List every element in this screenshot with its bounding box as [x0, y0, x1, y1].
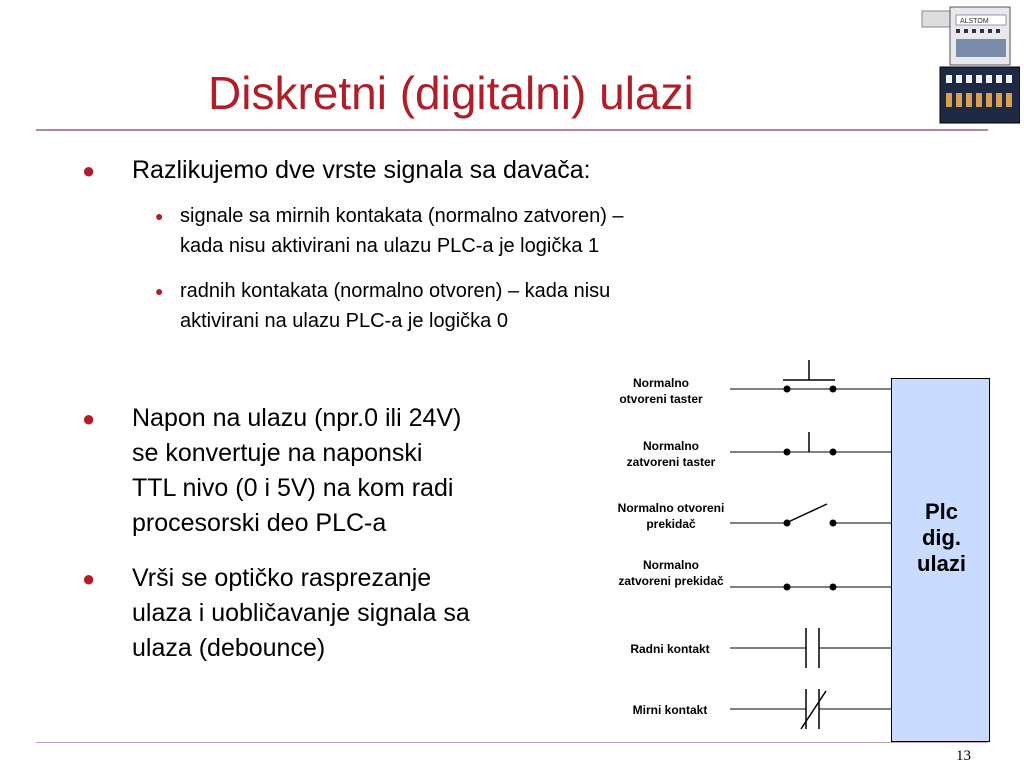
label-no-switch: Normalno otvoreni prekidač — [617, 501, 725, 531]
bullet-dot-icon: ● — [82, 566, 96, 591]
label-no-push-button: Normalno otvoreni taster — [619, 376, 703, 406]
bullet-2-line3: TTL nivo (0 i 5V) na kom radi — [132, 474, 454, 502]
bullet-3-line3: ulaza (debounce) — [132, 634, 326, 662]
slide-title: Diskretni (digitalni) ulazi — [208, 67, 694, 119]
bullet-dot-icon: ● — [82, 158, 96, 183]
bullet-3-line2: ulaza i uobličavanje signala sa — [132, 599, 470, 627]
label-mirni-kontakt: Mirni kontakt — [632, 703, 708, 717]
footer-divider — [36, 742, 988, 743]
bullet-3-line1: Vrši se optičko rasprezanje — [132, 564, 432, 592]
bullet-1-text: Razlikujemo dve vrste signala sa davača: — [132, 156, 591, 184]
sub-bullet-2-line2: aktivirani na ulazu PLC-a je logička 0 — [180, 310, 508, 332]
plc-input-block — [891, 378, 990, 742]
sub-bullet-2-line1: radnih kontakata (normalno otvoren) – kada nisu — [180, 280, 611, 302]
label-nc-switch: Normalno zatvoreni prekidač — [618, 558, 724, 588]
label-nc-push-button: Normalno zatvoreni taster — [626, 439, 716, 469]
page-number: 13 — [956, 748, 971, 764]
bullet-2-line1: Napon na ulazu (npr.0 ili 24V) — [132, 404, 462, 432]
sub-bullet-1-line1: signale sa mirnih kontakata (normalno zatvoren) – — [180, 205, 624, 227]
bullet-2-line2: se konvertuje na naponski — [132, 439, 423, 467]
brand-text: ALSTOM — [960, 18, 989, 25]
bullet-2-line4: procesorski deo PLC-a — [132, 509, 387, 537]
bullet-dot-icon: ● — [82, 406, 96, 431]
sub-bullet-dot-icon: ● — [155, 283, 164, 299]
label-radni-kontakt: Radni kontakt — [630, 642, 710, 656]
plc-label: Plc dig. ulazi — [917, 499, 966, 576]
sub-bullet-1-line2: kada nisu aktivirani na ulazu PLC-a je logička 1 — [180, 235, 600, 257]
sub-bullet-dot-icon: ● — [155, 208, 164, 224]
